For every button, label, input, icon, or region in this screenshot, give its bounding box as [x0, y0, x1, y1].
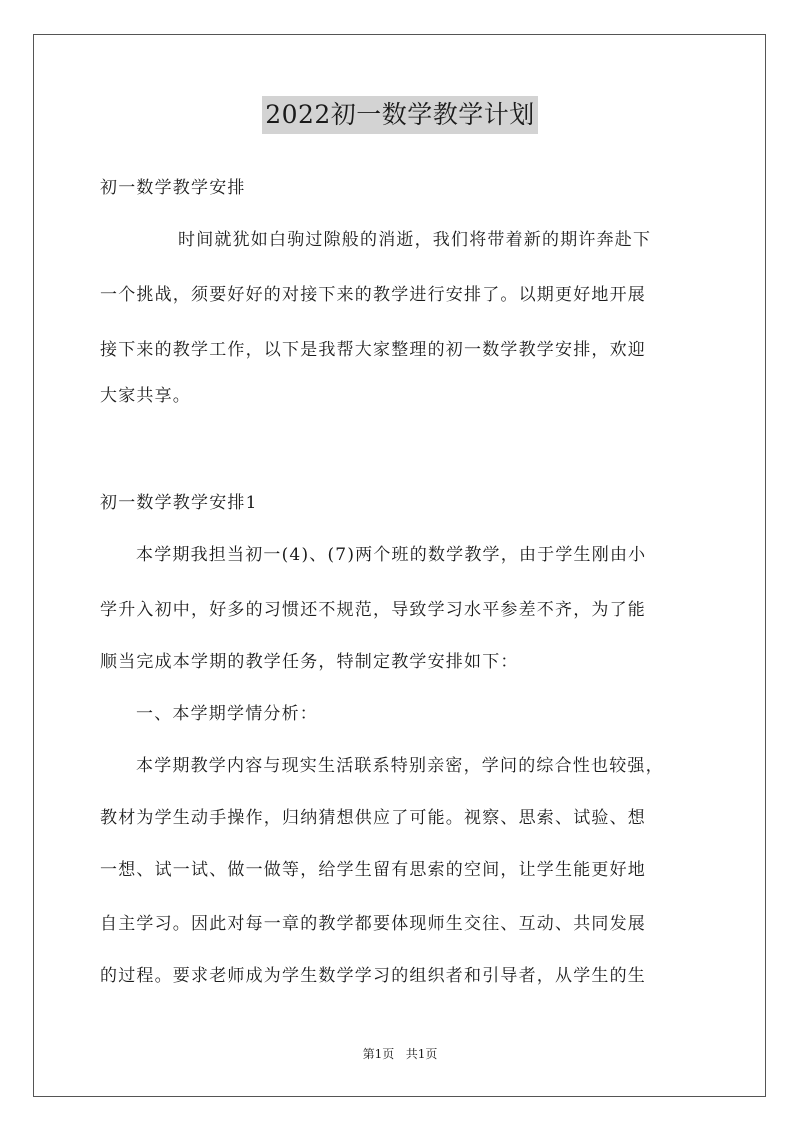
paragraph-line: 一个挑战，须要好好的对接下来的教学进行安排了。以期更好地开展	[100, 285, 646, 305]
paragraph-line: 一想、试一试、做一做等，给学生留有思索的空间，让学生能更好地	[100, 860, 646, 880]
document-title: 2022初一数学教学计划	[262, 96, 538, 134]
paragraph-line: 接下来的教学工作，以下是我帮大家整理的初一数学教学安排，欢迎	[100, 340, 646, 360]
paragraph-line: 本学期我担当初一(4)、(7)两个班的数学教学，由于学生刚由小	[136, 545, 647, 565]
section-heading: 初一数学教学安排	[100, 178, 246, 198]
paragraph-line: 时间就犹如白驹过隙般的消逝，我们将带着新的期许奔赴下	[178, 230, 652, 250]
page-footer: 第1页 共1页	[362, 1047, 438, 1061]
subsection-heading: 一、本学期学情分析：	[136, 704, 318, 724]
paragraph-line: 的过程。要求老师成为学生数学学习的组织者和引导者，从学生的生	[100, 966, 646, 986]
paragraph-line: 教材为学生动手操作，归纳猜想供应了可能。视察、思索、试验、想	[100, 808, 646, 828]
paragraph-line: 自主学习。因此对每一章的教学都要体现师生交往、互动、共同发展	[100, 914, 646, 934]
title-container	[0, 96, 800, 134]
paragraph-line: 大家共享。	[100, 386, 191, 406]
paragraph-line: 顺当完成本学期的教学任务，特制定教学安排如下：	[100, 652, 519, 672]
paragraph-line: 学升入初中，好多的习惯还不规范，导致学习水平参差不齐，为了能	[100, 600, 646, 620]
section-heading: 初一数学教学安排1	[100, 493, 258, 513]
paragraph-line: 本学期教学内容与现实生活联系特别亲密，学问的综合性也较强，	[136, 756, 664, 776]
